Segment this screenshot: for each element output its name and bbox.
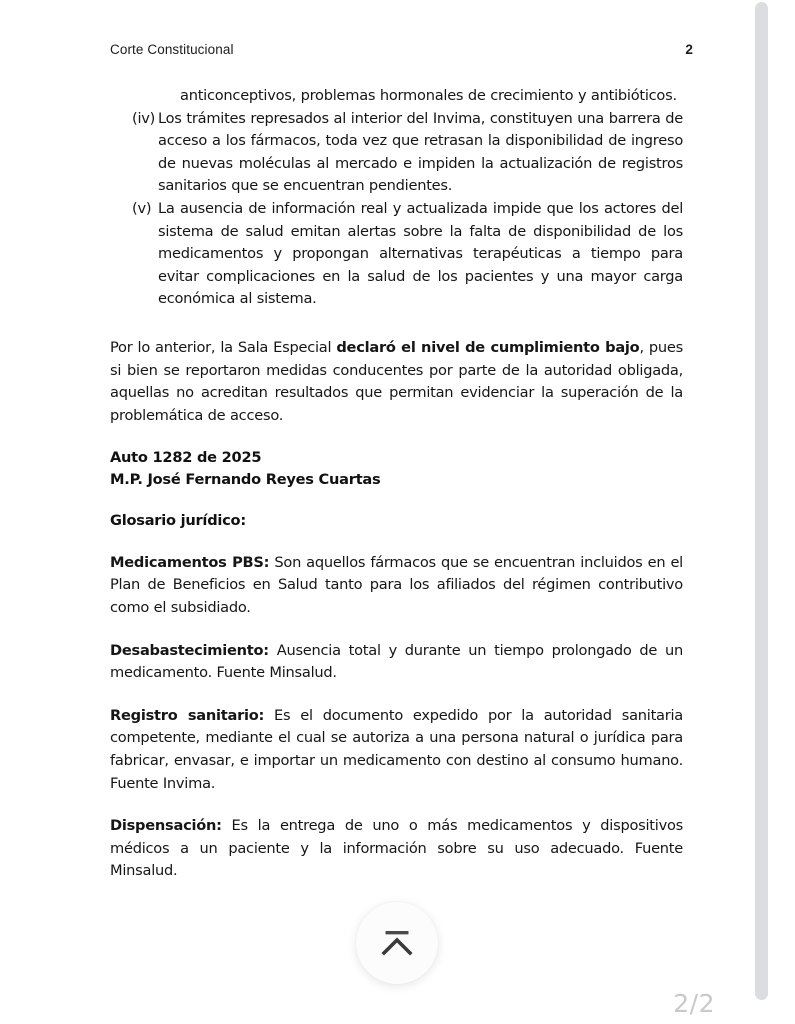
list-item-text: La ausencia de información real y actualizada impide que los actores del sistema de salud emitan alertas sobre la falta de disponibilidad de los medicamentos y propongan alternativas terapéuticas a tiempo para evitar complicaciones en la salud de los pacientes y una mayor carga económica al sistema. [158,199,683,308]
page-counter: 2/2 [673,989,715,1018]
glossary-definition: Ausencia total y durante un tiempo prolongado de un medicamento. Fuente Minsalud. [110,641,683,682]
spacer [110,685,683,705]
spacer [110,795,683,815]
list-item-body [158,108,683,198]
list-item-marker: (iv) [132,109,156,127]
roman-numeral-list [110,108,683,311]
scroll-to-top-icon [377,926,417,960]
glossary-entry [110,815,683,883]
list-item [110,108,683,198]
conclusion-lead: Por lo anterior, la Sala Especial [110,338,337,356]
spacer [110,532,683,552]
running-header [110,0,693,57]
conclusion-tail: , pues si bien se reportaron medidas conducentes por parte de la autoridad obligada, aquellas no acreditan resultados que permitan evidenciar la superación de la problemática de acceso. [110,338,684,424]
glossary-entry [110,552,683,620]
spacer [110,490,683,510]
scrollbar-thumb[interactable] [755,2,768,1000]
scroll-to-top-button[interactable] [356,902,438,984]
list-item [110,198,683,311]
continuation-block [180,85,683,108]
spacer [110,620,683,640]
glossary-heading: Glosario jurídico: [110,512,246,530]
glossary-definition: Es el documento expedido por la autoridad sanitaria competente, mediante el cual se autoriza a una persona natural o jurídica para fabricar, envasar, e importar un medicamento con destino al consumo humano. Fuente Invima. [110,706,683,792]
conclusion-emphasis: declaró el nivel de cumplimiento bajo [336,338,640,356]
glossary-term: Medicamentos PBS: [110,553,270,571]
glossary-definition: Son aquellos fármacos que se encuentran incluidos en el Plan de Beneficios en Salud tanto para los afiliados del régimen contributivo como el subsidiado. [110,553,683,616]
glossary-definition: Es la entrega de uno o más medicamentos y dispositivos médicos a un paciente y la información sobre su uso adecuado. Fuente Minsalud. [110,817,683,880]
glossary-entry [110,640,683,685]
glossary-term: Registro sanitario: [110,706,265,724]
spacer [110,427,683,447]
spacer [110,311,683,337]
conclusion-paragraph [110,337,683,427]
header-court-name: Corte Constitucional [110,42,234,57]
header-page-number: 2 [685,42,693,57]
list-item-marker: (v) [132,199,152,217]
list-item-body [158,198,683,311]
glossary-term: Desabastecimiento: [110,641,269,659]
ruling-auto-number: Auto 1282 de 2025 [110,449,262,467]
glossary-term: Dispensación: [110,817,222,835]
ruling-magistrate: M.P. José Fernando Reyes Cuartas [110,470,381,488]
document-body [110,85,683,883]
list-item-text: Los trámites represados al interior del Invima, constituyen una barrera de acceso a los fármacos, toda vez que retrasan la disponibilidad de ingreso de nuevas moléculas al mercado e impiden la actualización de registros sanitarios que se encuentran pendientes. [158,109,683,195]
continuation-paragraph: anticonceptivos, problemas hormonales de crecimiento y antibióticos. [180,87,677,104]
glossary-entry [110,705,683,795]
vertical-scrollbar[interactable] [753,0,795,1024]
